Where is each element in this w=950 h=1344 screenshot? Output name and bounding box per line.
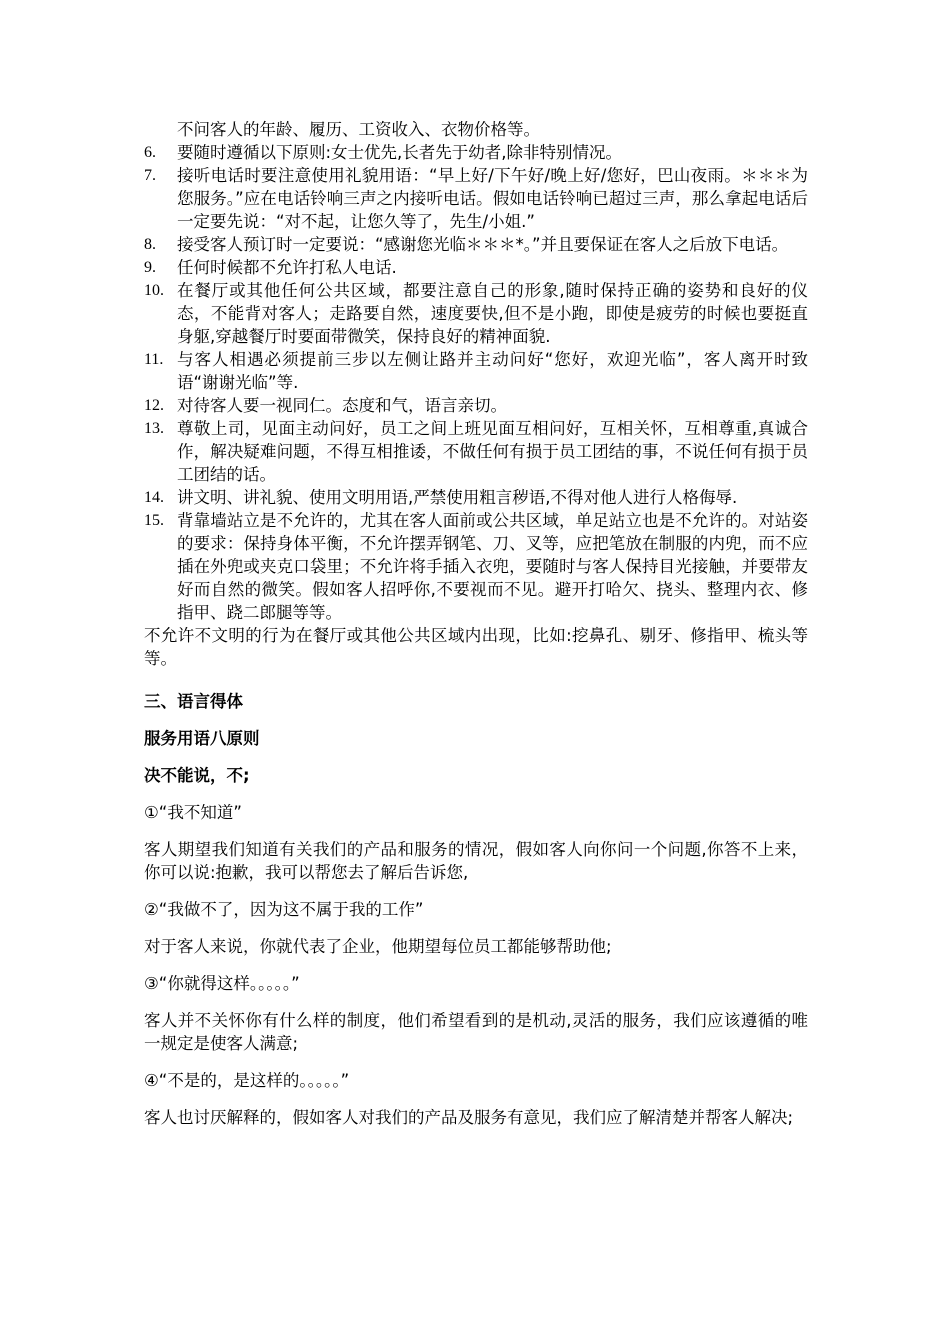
item-number: 11. (144, 351, 164, 368)
item-text: 与客人相遇必须提前三步以左侧让路并主动问好“您好，欢迎光临”，客人离开时致语“谢谢光临”等. (177, 350, 808, 392)
rule-title: 决不能说，不; (144, 766, 250, 785)
item-text: 接听电话时要注意使用礼貌用语：“早上好/下午好/晚上好/您好，巴山夜雨。＊＊＊为您服务。”应在电话铃响三声之内接听电话。假如电话铃响已超过三声，那么拿起电话后一定要先说：“对不起，让您久等了，先生/小姐.” (177, 166, 808, 231)
item-number: 8. (144, 236, 156, 253)
item-number: 10. (144, 282, 164, 299)
item-number: 9. (144, 259, 156, 276)
list-item (144, 256, 808, 279)
paragraph: ③“你就得这样。。。。。” (144, 974, 300, 993)
item-text: 在餐厅或其他任何公共区域，都要注意自己的形象,随时保持正确的姿势和良好的仪态，不能背对客人；走路要自然，速度要快,但不是小跑，即使是疲劳的时候也要挺直身躯,穿越餐厅时要面带微笑，保持良好的精神面貌. (177, 281, 808, 346)
document-body (144, 118, 808, 1129)
paragraph: 客人也讨厌解释的，假如客人对我们的产品及服务有意见，我们应了解清楚并帮客人解决; (144, 1108, 794, 1127)
item-number: 13. (144, 420, 164, 437)
list-item (144, 509, 808, 624)
paragraph: 对于客人来说，你就代表了企业，他期望每位员工都能够帮助他; (144, 937, 612, 956)
list-item (144, 486, 808, 509)
list-item (144, 164, 808, 233)
item-number: 6. (144, 144, 156, 161)
section-title: 三、语言得体 (144, 692, 243, 711)
after-list-paragraph: 不允许不文明的行为在餐厅或其他公共区域内出现，比如:挖鼻孔、剔牙、修指甲、梳头等等。 (144, 626, 808, 668)
list-item (144, 348, 808, 394)
list-item (144, 394, 808, 417)
item-text: 尊敬上司，见面主动问好，员工之间上班见面互相问好，互相关怀，互相尊重,真诚合作，解决疑难问题，不得互相推诿，不做任何有损于员工团结的事，不说任何有损于员工团结的话。 (177, 419, 808, 484)
item-text: 接受客人预订时一定要说：“感谢您光临＊＊＊*。”并且要保证在客人之后放下电话。 (177, 235, 789, 254)
paragraph: ④“不是的，是这样的。。。。。” (144, 1071, 350, 1090)
paragraph: ①“我不知道” (144, 803, 242, 822)
list-item (144, 233, 808, 256)
list-item (144, 141, 808, 164)
item-text: 讲文明、讲礼貌、使用文明用语,严禁使用粗言秽语,不得对他人进行人格侮辱. (177, 488, 738, 507)
item-number: 15. (144, 512, 164, 529)
list-item (144, 279, 808, 348)
item-text: 对待客人要一视同仁。态度和气，语言亲切。 (177, 396, 507, 415)
previous-item-continuation: 不问客人的年龄、履历、工资收入、衣物价格等。 (177, 120, 540, 139)
list-item (144, 417, 808, 486)
item-text: 任何时候都不允许打私人电话. (177, 258, 397, 277)
rules-list (144, 141, 808, 624)
subsection-title: 服务用语八原则 (144, 729, 260, 748)
item-number: 12. (144, 397, 164, 414)
item-number: 7. (144, 167, 156, 184)
item-text: 要随时遵循以下原则:女士优先,长者先于幼者,除非特别情况。 (177, 143, 623, 162)
paragraph: 客人期望我们知道有关我们的产品和服务的情况，假如客人向你问一个问题,你答不上来，你可以说:抱歉，我可以帮您去了解后告诉您, (144, 840, 808, 882)
paragraph: 客人并不关怀你有什么样的制度，他们希望看到的是机动,灵活的服务，我们应该遵循的唯一规定是使客人满意; (144, 1011, 808, 1053)
paragraph: ②“我做不了，因为这不属于我的工作” (144, 900, 424, 919)
item-text: 背靠墙站立是不允许的，尤其在客人面前或公共区域，单足站立也是不允许的。对站姿的要求：保持身体平衡，不允许摆弄钢笔、刀、叉等，应把笔放在制服的内兜，而不应插在外兜或夹克口袋里；不允许将手插入衣兜，要随时与客人保持目光接触，并要带友好而自然的微笑。假如客人招呼你,不要视而不见。避开打哈欠、挠头、整理内衣、修指甲、跷二郎腿等等。 (177, 511, 808, 622)
item-number: 14. (144, 489, 164, 506)
